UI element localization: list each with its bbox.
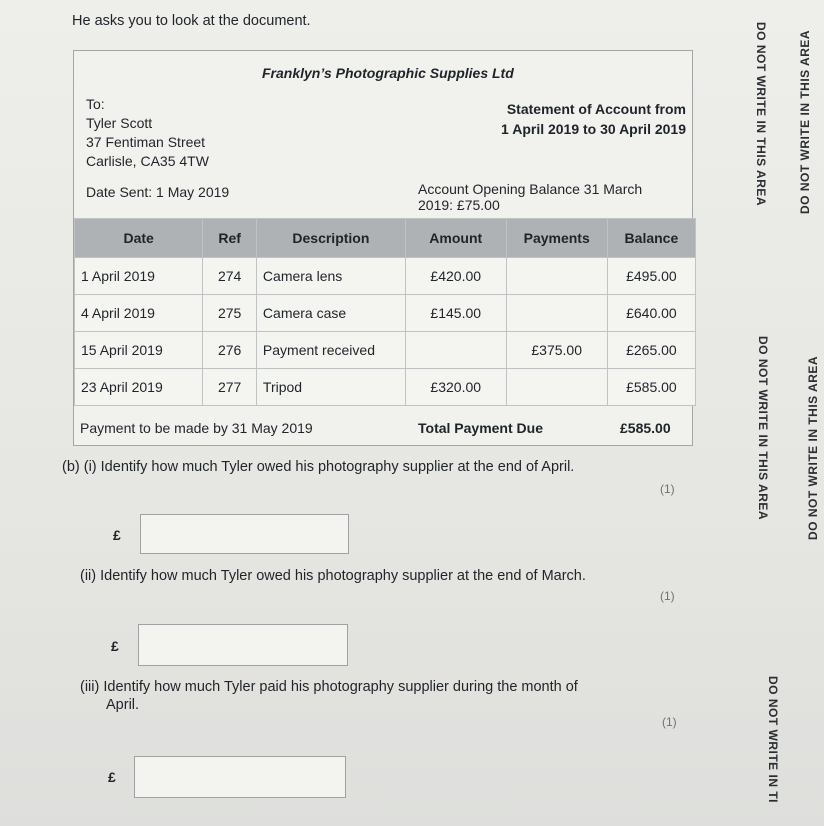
opening-line-1: Account Opening Balance 31 March <box>418 181 643 197</box>
total-payment-label: Total Payment Due <box>418 420 543 436</box>
cell-balance: £495.00 <box>607 258 695 295</box>
cell-balance: £585.00 <box>607 369 695 406</box>
cell-payment <box>506 369 607 406</box>
header-date: Date <box>75 219 203 258</box>
question-b-iii <box>80 678 578 714</box>
cell-balance: £640.00 <box>607 295 695 332</box>
answer-box-i[interactable] <box>140 514 349 554</box>
opening-balance <box>418 181 642 213</box>
company-name: Franklyn’s Photographic Supplies Ltd <box>262 65 514 81</box>
answer-box-iii[interactable] <box>134 756 346 798</box>
margin-warning-outer-middle: DO NOT WRITE IN THIS AREA <box>806 355 820 540</box>
cell-ref: 275 <box>203 295 257 332</box>
header-payments: Payments <box>506 219 607 258</box>
cell-description: Camera case <box>256 295 405 332</box>
header-ref: Ref <box>203 219 257 258</box>
question-b-iii-line-1: (iii) Identify how much Tyler paid his photography supplier during the month of <box>80 679 578 695</box>
cell-amount: £420.00 <box>405 258 506 295</box>
opening-line-2: 2019: £75.00 <box>418 197 500 213</box>
table-row <box>75 369 696 406</box>
header-description: Description <box>256 219 405 258</box>
pound-sign-ii: £ <box>111 638 119 654</box>
margin-warning-inner-bottom: DO NOT WRITE IN TI <box>766 676 780 803</box>
answer-box-ii[interactable] <box>138 624 348 666</box>
payment-summary <box>74 413 696 445</box>
margin-warning-inner-middle: DO NOT WRITE IN THIS AREA <box>756 336 770 521</box>
date-sent: Date Sent: 1 May 2019 <box>86 184 230 200</box>
margin-warning-inner-top: DO NOT WRITE IN THIS AREA <box>754 22 768 207</box>
recipient-city: Carlisle, CA35 4TW <box>86 153 209 169</box>
cell-description: Payment received <box>256 332 405 369</box>
cell-amount <box>405 332 506 369</box>
statement-line-1: Statement of Account from <box>506 101 686 117</box>
recipient-street: 37 Fentiman Street <box>86 134 206 150</box>
pound-sign-i: £ <box>113 527 121 543</box>
cell-ref: 274 <box>203 258 257 295</box>
cell-ref: 277 <box>203 369 257 406</box>
cell-description: Camera lens <box>256 258 405 295</box>
statement-period <box>501 99 686 139</box>
table-row <box>75 258 696 295</box>
cell-balance: £265.00 <box>607 332 695 369</box>
marks-b-iii: (1) <box>662 715 677 729</box>
question-b-ii: (ii) Identify how much Tyler owed his photography supplier at the end of March. <box>80 568 586 584</box>
ledger-table <box>74 218 696 406</box>
question-b-iii-line-2: April. <box>106 697 140 713</box>
cell-payment: £375.00 <box>506 332 607 369</box>
cell-amount: £320.00 <box>405 369 506 406</box>
cell-payment <box>506 295 607 332</box>
marks-b-i: (1) <box>660 482 675 496</box>
cell-payment <box>506 258 607 295</box>
marks-b-ii: (1) <box>660 589 675 603</box>
header-balance: Balance <box>607 219 695 258</box>
table-header-row <box>75 219 696 258</box>
cell-description: Tripod <box>256 369 405 406</box>
statement-document <box>73 50 693 446</box>
pound-sign-iii: £ <box>108 769 116 785</box>
cell-amount: £145.00 <box>405 295 506 332</box>
cell-date: 23 April 2019 <box>75 369 203 406</box>
question-b-i: (b) (i) Identify how much Tyler owed his photography supplier at the end of April. <box>62 459 575 475</box>
statement-line-2: 1 April 2019 to 30 April 2019 <box>501 121 686 137</box>
header-amount: Amount <box>405 219 506 258</box>
table-row <box>75 295 696 332</box>
cell-ref: 276 <box>203 332 257 369</box>
payment-due-date: Payment to be made by 31 May 2019 <box>80 420 313 436</box>
recipient-name: Tyler Scott <box>86 115 153 131</box>
cell-date: 4 April 2019 <box>75 295 203 332</box>
table-row <box>75 332 696 369</box>
cell-date: 1 April 2019 <box>75 258 203 295</box>
cell-date: 15 April 2019 <box>75 332 203 369</box>
margin-warning-outer-top: DO NOT WRITE IN THIS AREA <box>798 29 812 214</box>
recipient-address <box>86 95 209 171</box>
to-label: To: <box>86 96 105 112</box>
intro-text: He asks you to look at the document. <box>72 13 311 29</box>
total-payment-value: £585.00 <box>620 420 671 436</box>
